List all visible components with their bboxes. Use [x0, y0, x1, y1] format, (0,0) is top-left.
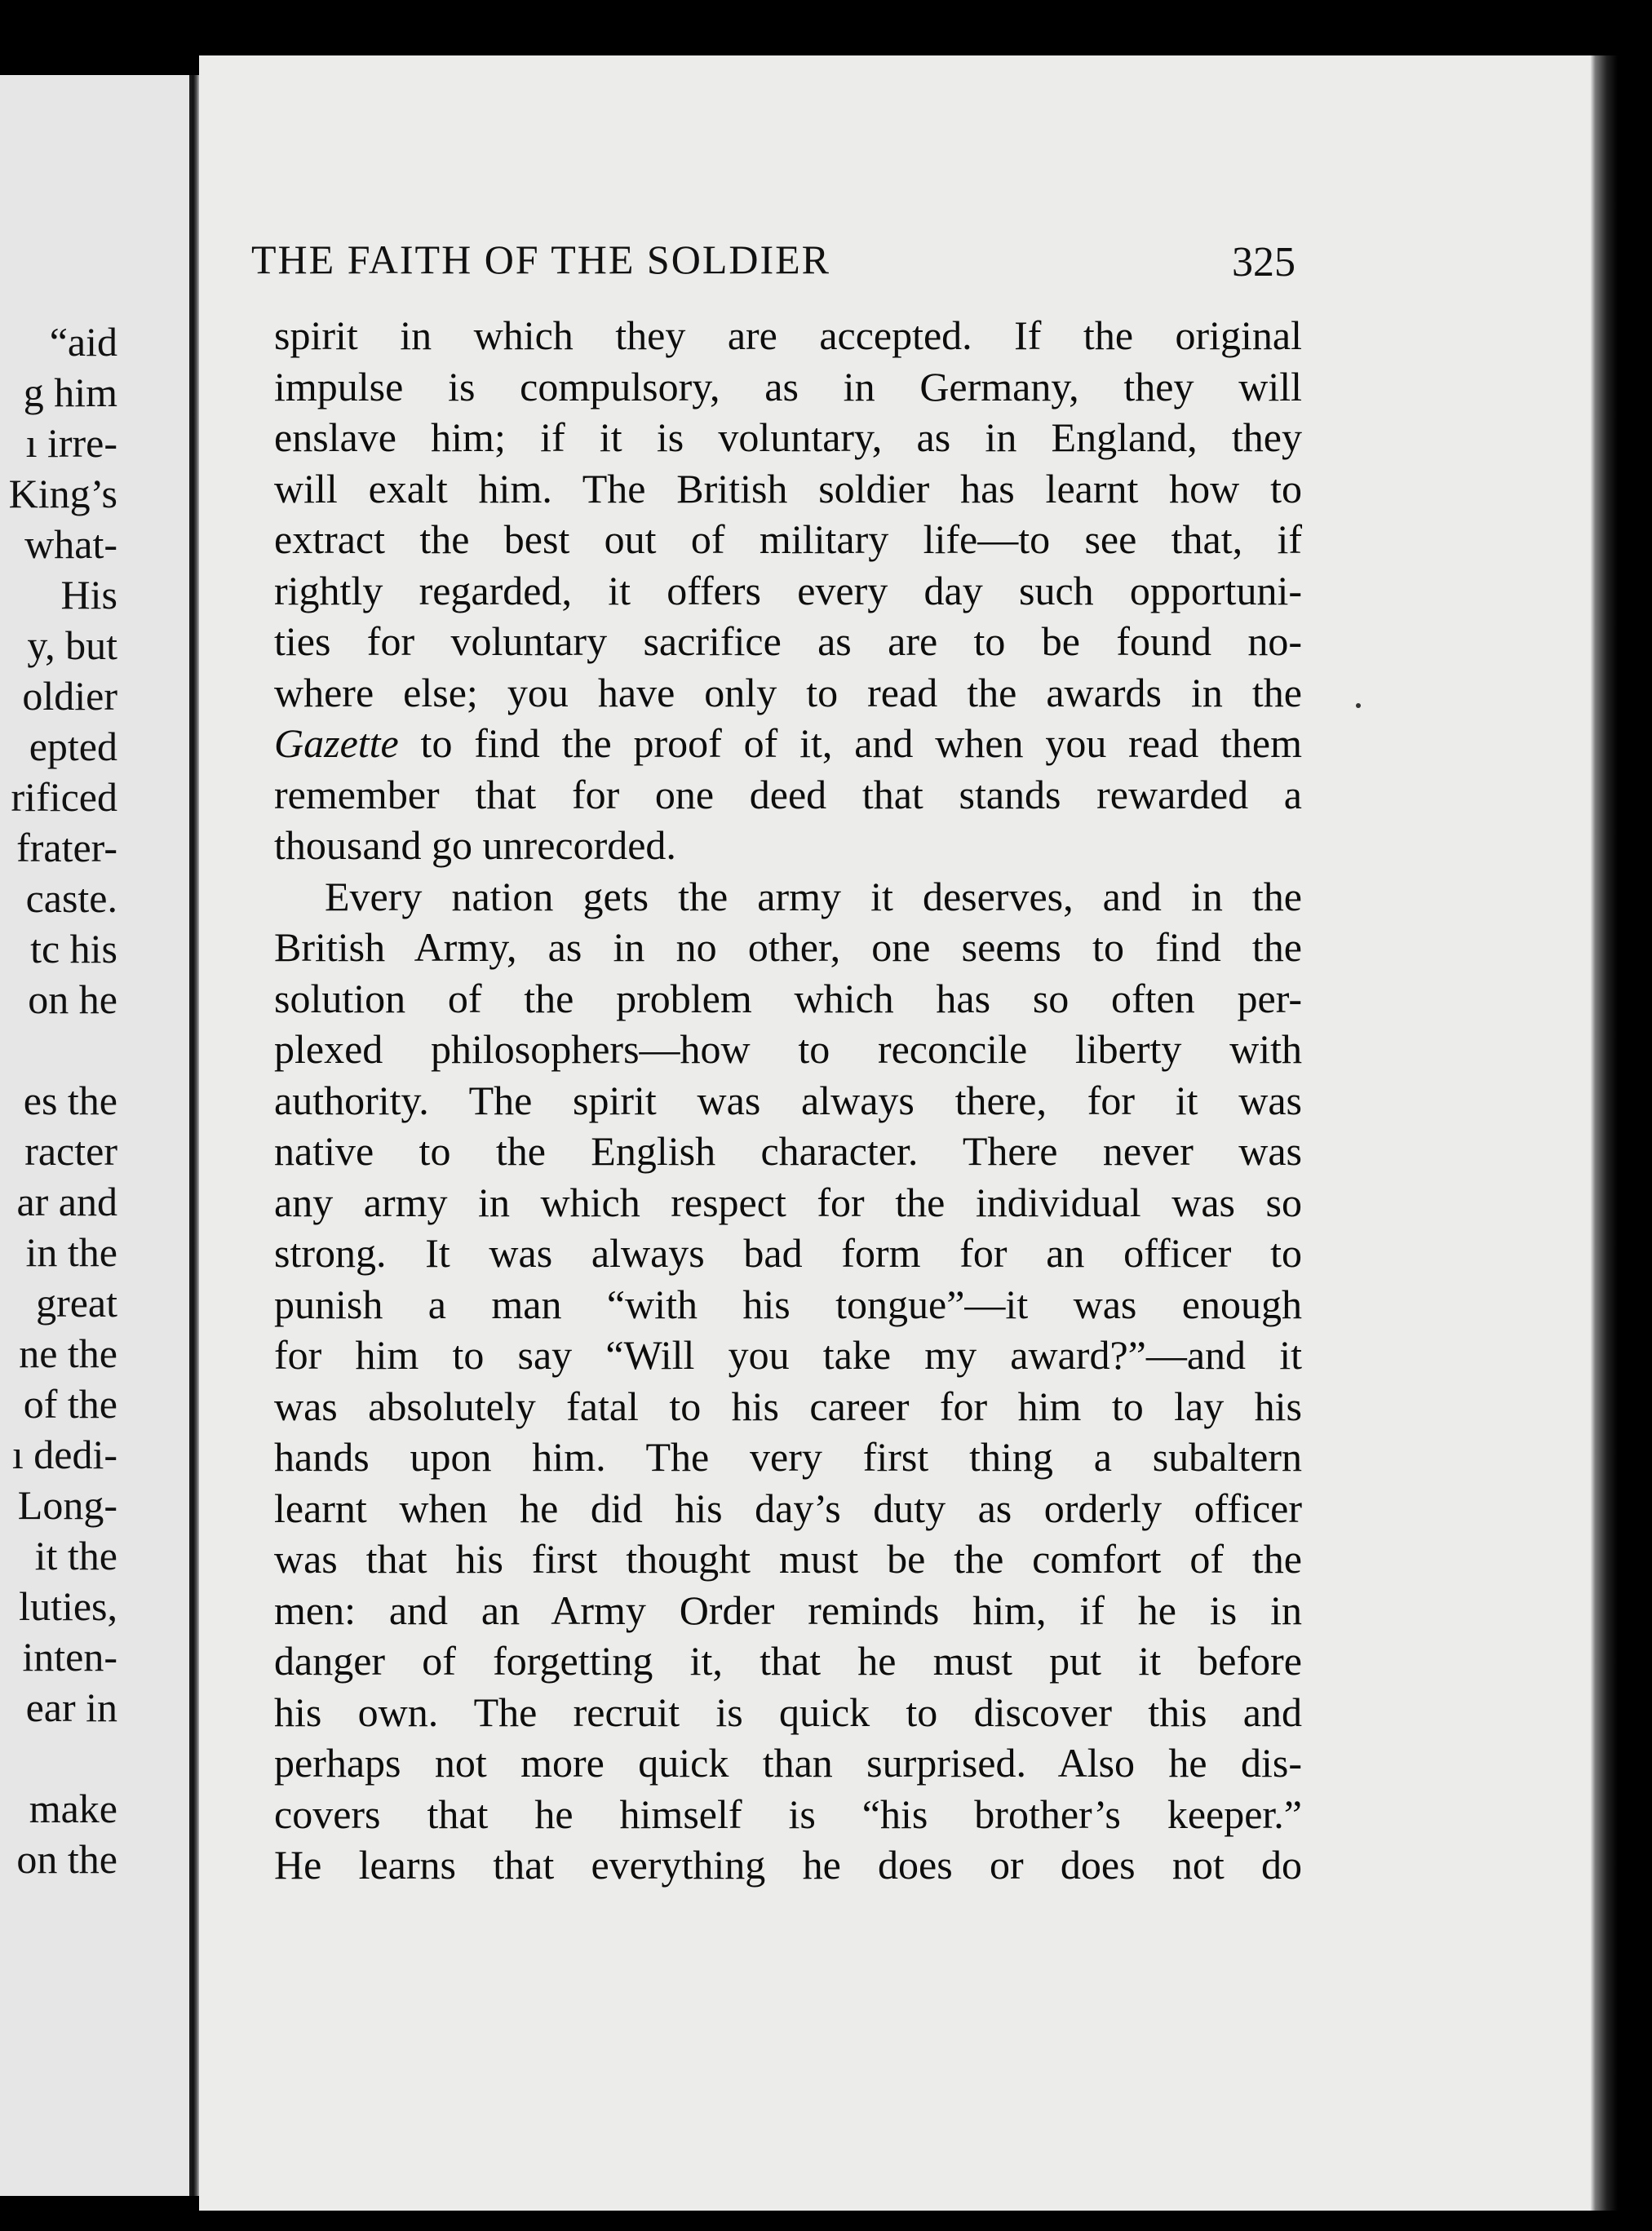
text-line: his own. The recruit is quick to discover this and	[274, 1689, 1302, 1735]
left-page-line: rificed	[11, 774, 117, 820]
text-line: punish a man “with his tongue”—it was enough	[274, 1281, 1302, 1327]
text-line: rightly regarded, it offers every day such opportuni-	[274, 567, 1302, 613]
left-page-line: luties,	[19, 1583, 117, 1629]
text-line: men: and an Army Order reminds him, if he is in	[274, 1587, 1302, 1633]
left-page-line: oldier	[22, 673, 117, 719]
book-gutter	[189, 75, 199, 2196]
left-page-line: on the	[16, 1836, 117, 1882]
left-page-line: His	[60, 572, 117, 618]
left-page-line: ı irre-	[25, 420, 117, 466]
body-text	[274, 310, 1302, 1891]
left-page-line: of the	[23, 1381, 117, 1427]
left-page-line: inten-	[22, 1634, 117, 1680]
text-line: native to the English character. There never was	[274, 1128, 1302, 1174]
text-line: was that his first thought must be the comfort of the	[274, 1536, 1302, 1582]
left-page-line: make	[29, 1786, 117, 1831]
left-page-line: tc his	[30, 926, 117, 972]
text-line: spirit in which they are accepted. If the original	[274, 312, 1302, 358]
text-line: learnt when he did his day’s duty as orderly officer	[274, 1485, 1302, 1531]
text-line: solution of the problem which has so often per-	[274, 975, 1302, 1021]
text-line: British Army, as in no other, one seems to find the	[274, 924, 1302, 970]
text-line: perhaps not more quick than surprised. Also he dis-	[274, 1740, 1302, 1786]
text-line: enslave him; if it is voluntary, as in England, they	[274, 414, 1302, 460]
text-line: impulse is compulsory, as in Germany, they will	[274, 363, 1302, 409]
text-line: where else; you have only to read the awards in the	[274, 669, 1302, 715]
left-page-line: ne the	[19, 1330, 117, 1376]
scan-speck	[1356, 703, 1361, 708]
text-line: hands upon him. The very first thing a subaltern	[274, 1434, 1302, 1480]
text-line: covers that he himself is “his brother’s keeper.”	[274, 1791, 1302, 1837]
left-page-line: racter	[24, 1128, 117, 1174]
text-line: plexed philosophers—how to reconcile liberty with	[274, 1026, 1302, 1072]
text-line: for him to say “Will you take my award?”—and it	[274, 1332, 1302, 1378]
left-page-line: y, but	[27, 622, 117, 668]
left-page-line: King’s	[8, 471, 117, 516]
running-title: THE FAITH OF THE SOLDIER	[251, 237, 831, 282]
left-page-line: ar and	[16, 1179, 117, 1224]
text-line: strong. It was always bad form for an officer to	[274, 1230, 1302, 1276]
text-line: Every nation gets the army it deserves, and in the	[325, 873, 1302, 919]
left-page-line: caste.	[25, 875, 117, 921]
left-page-line: Long-	[17, 1482, 117, 1528]
left-page-line: in the	[25, 1229, 117, 1275]
left-page-line: “aid	[49, 319, 117, 365]
text-line: extract the best out of military life—to see that, if	[274, 516, 1302, 562]
text-line: thousand go unrecorded.	[274, 822, 676, 868]
gazette-line-rest: to find the proof of it, and when you read them	[398, 720, 1302, 766]
left-page-line: on he	[28, 976, 117, 1022]
gazette-italic: Gazette	[274, 720, 399, 766]
left-page-line: ı dedi-	[11, 1432, 117, 1477]
left-page-line: what-	[24, 521, 117, 567]
text-line: remember that for one deed that stands rewarded a	[274, 771, 1302, 817]
left-page-line: it the	[34, 1533, 117, 1578]
text-line: will exalt him. The British soldier has learnt how to	[274, 465, 1302, 511]
page-edge-shadow	[1590, 55, 1618, 2211]
left-page-line: epted	[29, 724, 117, 769]
left-page-line: ear in	[25, 1684, 117, 1730]
text-line: He learns that everything he does or does not do	[274, 1842, 1302, 1888]
left-page-line: great	[36, 1280, 117, 1326]
text-line: ties for voluntary sacrifice as are to be found no-	[274, 618, 1302, 664]
page-number: 325	[1232, 239, 1295, 286]
left-page-line: g him	[23, 370, 117, 415]
left-page-line: frater-	[16, 825, 117, 870]
running-head	[251, 227, 1295, 292]
text-line: danger of forgetting it, that he must put it before	[274, 1638, 1302, 1684]
text-line-gazette	[274, 718, 1302, 769]
left-page-fragment	[0, 75, 189, 2196]
left-page-line: es the	[23, 1078, 117, 1123]
text-line: any army in which respect for the individual was so	[274, 1179, 1302, 1225]
text-line: authority. The spirit was always there, for it was	[274, 1077, 1302, 1123]
text-line: was absolutely fatal to his career for him to lay his	[274, 1383, 1302, 1429]
